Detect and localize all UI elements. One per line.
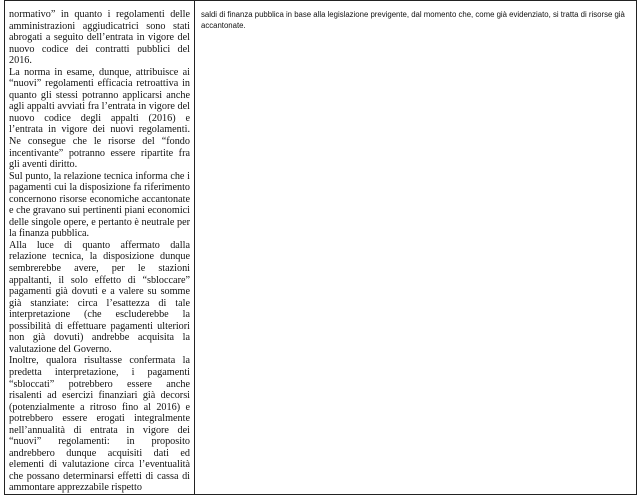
left-column-text [5, 1, 194, 494]
right-column-text [195, 1, 636, 32]
left-paragraph-2: La norma in esame, dunque, attribuisce ai “nuovi” regolamenti efficacia retroattiva in quanto gli stessi potranno applicarsi anche agli appalti avviati fra l’entrata in vigore del nuovo codice degli appalti (2016) e l’entrata in vigore dei nuovi regolamenti. Ne consegue che le risorse del “fondo incentivante” potranno essere ripartite fra gli aventi diritto. [9, 66, 190, 171]
table-row [5, 1, 637, 495]
left-paragraph-3: Sul punto, la relazione tecnica informa che i pagamenti cui la disposizione fa riferimento concernono risorse economiche accantonate e che gravano sui pertinenti piani economici delle singole opere, e pertanto è neutrale per la finanza pubblica. [9, 170, 190, 240]
left-paragraph-1: normativo” in quanto i regolamenti delle amministrazioni aggiudicatrici sono stati abrogati a seguito dell’entrata in vigore del nuovo codice dei contratti pubblici del 2016. [9, 9, 190, 67]
document-table [4, 0, 637, 495]
right-column-cell [195, 1, 637, 495]
right-paragraph-1: saldi di finanza pubblica in base alla legislazione previgente, dal momento che, come già evidenziato, si tratta di risorse già accantonate. [201, 10, 625, 31]
left-paragraph-4: Alla luce di quanto affermato dalla relazione tecnica, la disposizione dunque sembrerebbe avere, per le stazioni appaltanti, il solo effetto di “sbloccare” pagamenti già dovuti e a valere su somme già stanziate: circa l’esattezza di tale interpretazione (che escluderebbe la possibilità di effettuare pagamenti ulteriori non già dovuti) andrebbe acquisita la valutazione del Governo. [9, 239, 190, 355]
left-column-cell [5, 1, 195, 495]
left-paragraph-5: Inoltre, qualora risultasse confermata la predetta interpretazione, i pagamenti “sbloccati” potrebbero essere anche risalenti ad esercizi finanziari già decorsi (potenzialmente a ritroso fino al 2016) e potrebbero essere erogati integralmente nell’annualità di entrata in vigore dei “nuovi” regolamenti: in proposito andrebbero dunque acquisiti dati ed elementi di valutazione circa l’eventualità che possano determinarsi effetti di cassa di ammontare apprezzabile rispetto [9, 355, 190, 494]
